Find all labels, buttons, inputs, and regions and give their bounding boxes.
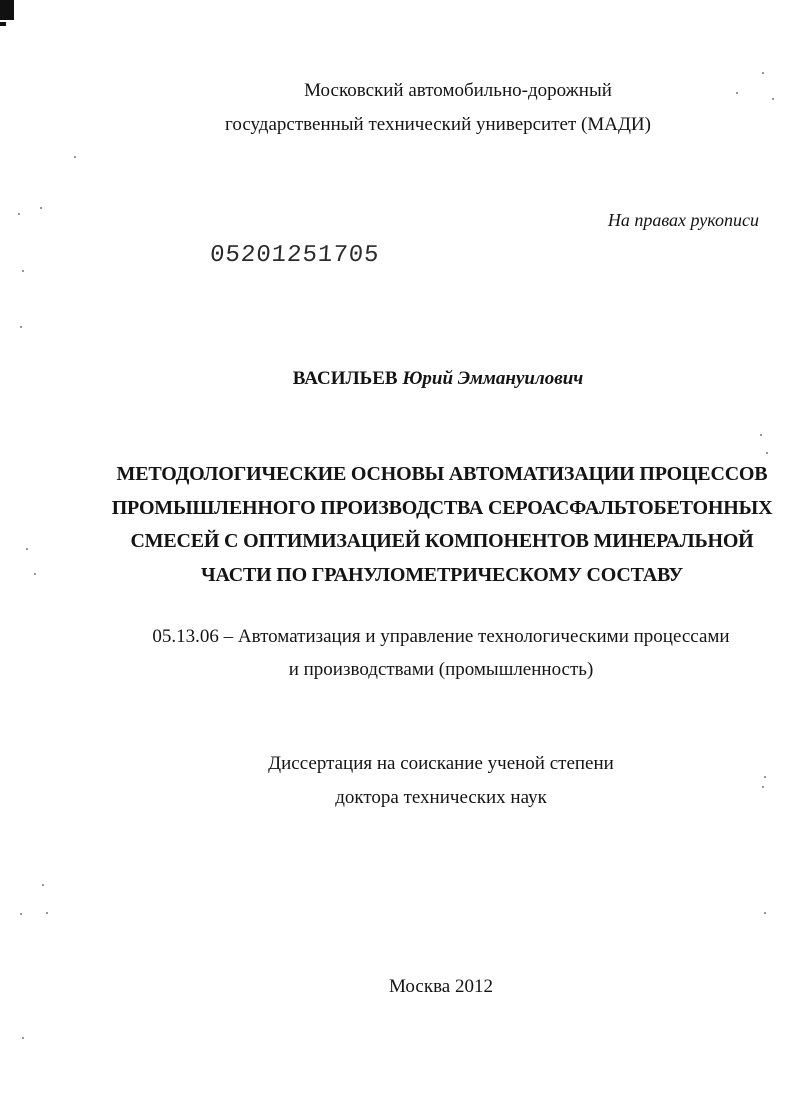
scan-speck: [22, 1037, 24, 1039]
degree-statement-line-1: Диссертация на соискание ученой степени: [268, 753, 614, 774]
specialty-code-line-2: и производствами (промышленность): [288, 659, 594, 680]
scan-speck: [42, 884, 44, 886]
scan-speck: [20, 326, 22, 328]
scan-speck: [18, 213, 20, 215]
city-and-year: Москва 2012: [389, 976, 493, 997]
scan-speck: [46, 912, 48, 914]
dissertation-title-line: МЕТОДОЛОГИЧЕСКИЕ ОСНОВЫ АВТОМАТИЗАЦИИ ПРОЦЕССОВ: [116, 463, 768, 485]
university-name-line-1: Московский автомобильно-дорожный: [304, 80, 612, 101]
author-given-names: Юрий Эммануилович: [402, 368, 584, 389]
library-registration-code: 05201251705: [209, 242, 381, 269]
scan-corner-mark-small: [0, 22, 6, 26]
scan-speck: [34, 573, 36, 575]
scan-speck: [40, 207, 42, 209]
dissertation-title-line: СМЕСЕЙ С ОПТИМИЗАЦИЕЙ КОМПОНЕНТОВ МИНЕРАЛЬНОЙ: [130, 530, 754, 552]
manuscript-rights-note: На правах рукописи: [607, 210, 759, 230]
dissertation-title-line: ПРОМЫШЛЕННОГО ПРОИЗВОДСТВА СЕРОАСФАЛЬТОБЕТОННЫХ: [111, 497, 773, 519]
scan-speck: [20, 913, 22, 915]
author-surname: ВАСИЛЬЕВ: [292, 368, 398, 389]
scan-speck: [22, 270, 24, 272]
university-name-line-2: государственный технический университет (МАДИ): [225, 114, 651, 135]
scan-corner-mark: [0, 0, 14, 20]
scan-speck: [764, 776, 766, 778]
scan-speck: [26, 548, 28, 550]
scan-speck: [762, 72, 764, 74]
author-name: [40, 367, 796, 391]
scan-speck: [764, 912, 766, 914]
scan-speck: [74, 156, 76, 158]
scan-speck: [766, 452, 768, 454]
degree-statement-line-2: доктора технических наук: [335, 787, 547, 808]
scan-speck: [760, 434, 762, 436]
dissertation-title-line: ЧАСТИ ПО ГРАНУЛОМЕТРИЧЕСКОМУ СОСТАВУ: [200, 564, 684, 586]
specialty-code-line-1: 05.13.06 – Автоматизация и управление технологическими процессами: [152, 626, 730, 647]
